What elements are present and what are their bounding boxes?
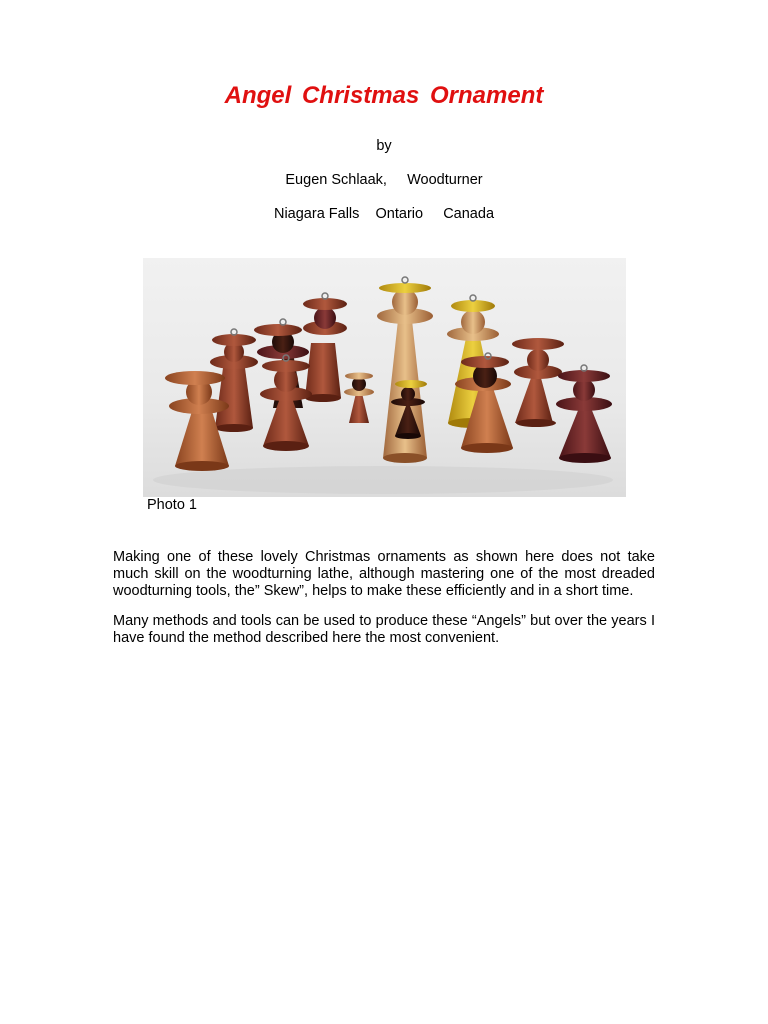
ornament bbox=[512, 338, 564, 427]
document-title: Angel Christmas Ornament bbox=[224, 82, 544, 109]
photo-caption: Photo 1 bbox=[147, 497, 197, 513]
location-line: Niagara Falls Ontario Canada bbox=[273, 206, 495, 222]
paragraph: Making one of these lovely Christmas ornaments as shown here does not take much skill on the woodturning lathe, although mastering one of the most dreaded woodturning tools, the” Skew”, helps to make these efficiently and in a short time. bbox=[113, 549, 655, 599]
byline: by bbox=[376, 138, 392, 154]
ornament bbox=[556, 365, 612, 463]
ornament bbox=[260, 355, 312, 451]
ornaments-photo bbox=[143, 258, 626, 497]
paragraph: Many methods and tools can be used to produce these “Angels” but over the years I have found the method described here the most convenient. bbox=[113, 613, 655, 646]
ornaments-illustration bbox=[143, 258, 626, 497]
ornament bbox=[303, 293, 347, 402]
author-line: Eugen Schlaak, Woodturner bbox=[285, 172, 483, 188]
ornament bbox=[344, 373, 374, 424]
